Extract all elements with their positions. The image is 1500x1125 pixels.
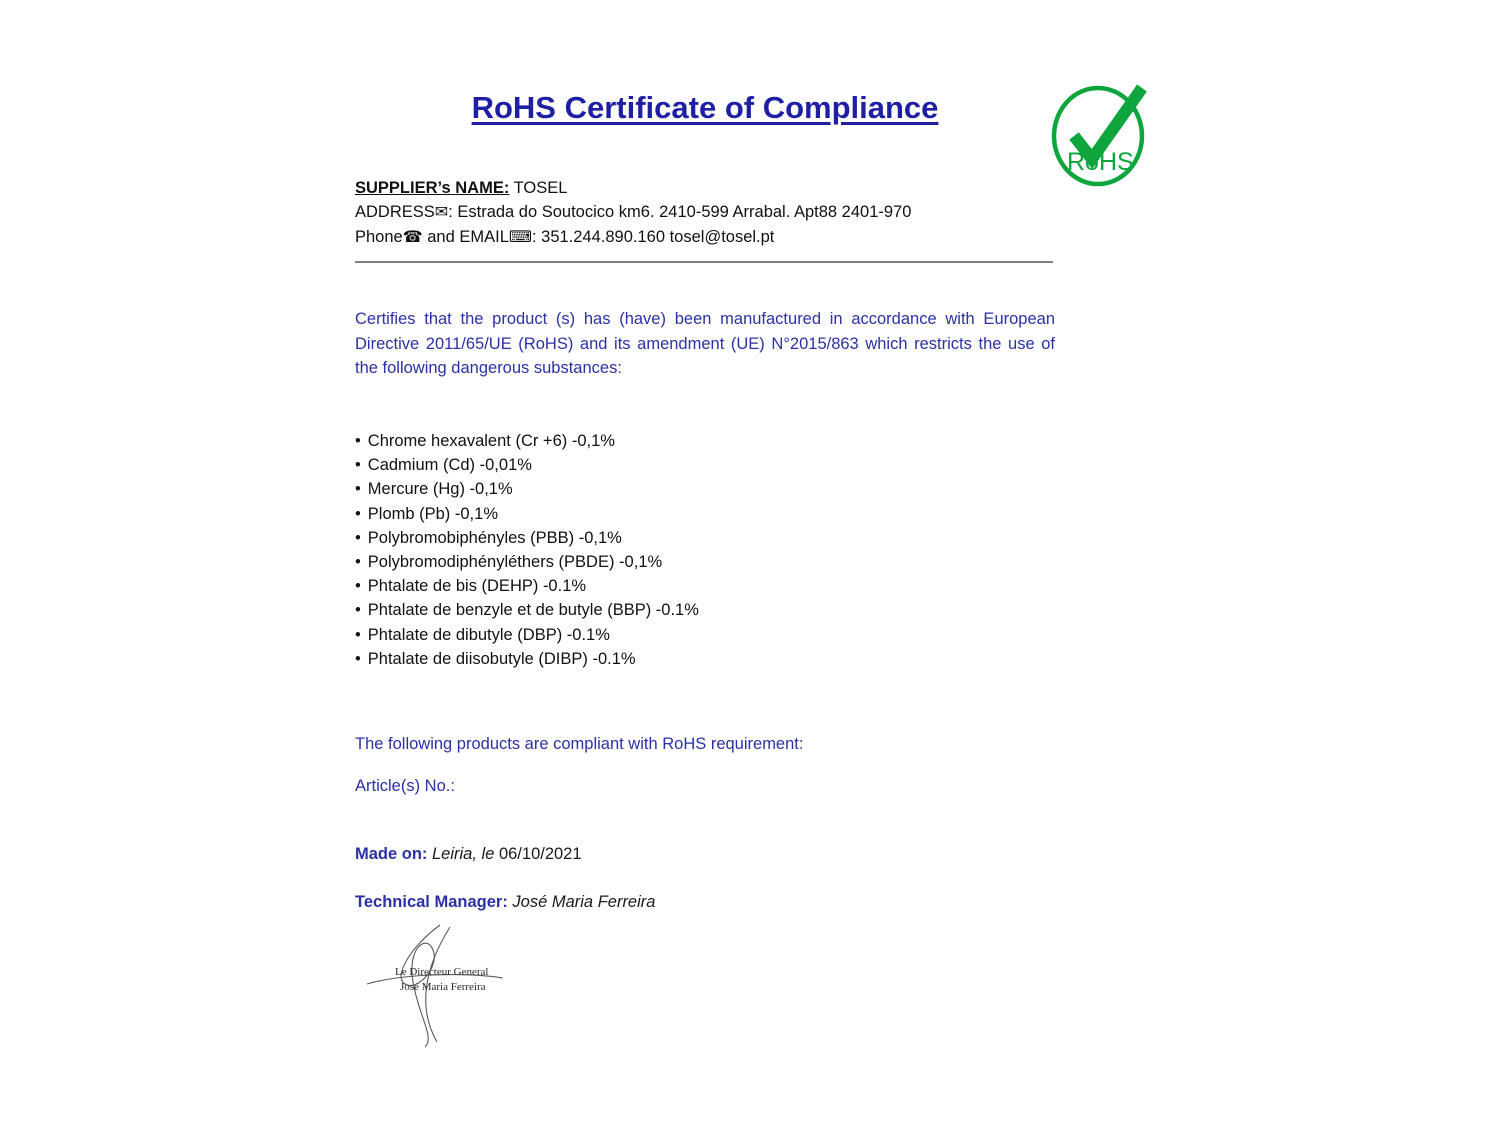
made-on-line bbox=[355, 845, 582, 864]
phone-label: Phone bbox=[355, 228, 403, 246]
substance-item: • Phtalate de diisobutyle (DIBP) -0.1% bbox=[355, 647, 699, 671]
substance-item: • Cadmium (Cd) -0,01% bbox=[355, 453, 699, 477]
substance-item: • Phtalate de benzyle et de butyle (BBP) -0.1% bbox=[355, 598, 699, 622]
email-label: and EMAIL bbox=[422, 228, 509, 246]
phone-icon: ☎ bbox=[402, 229, 423, 246]
manager-name: José Maria Ferreira bbox=[507, 893, 656, 911]
made-on-label: Made on: bbox=[355, 845, 428, 863]
supplier-name-value: TOSEL bbox=[509, 179, 568, 197]
signature-text-line1: Le Directeur General bbox=[395, 966, 489, 978]
computer-icon: ⌨ bbox=[508, 229, 532, 246]
substance-item: • Polybromobiphényles (PBB) -0,1% bbox=[355, 526, 699, 550]
supplier-contact-line bbox=[355, 225, 911, 250]
made-on-date: 06/10/2021 bbox=[494, 845, 582, 863]
substance-item: • Chrome hexavalent (Cr +6) -0,1% bbox=[355, 429, 699, 453]
supplier-name-label: SUPPLIER’s NAME: bbox=[355, 179, 510, 197]
supplier-name-line bbox=[355, 176, 911, 200]
certifies-paragraph: Certifies that the product (s) has (have) been manufactured in accordance with European Directive 2011/65/UE (RoHS) and its amendment (UE) N°2015/863 which restricts the use of the following dangerous substances: bbox=[355, 310, 1055, 377]
supplier-block bbox=[355, 176, 911, 250]
rohs-logo bbox=[1050, 80, 1152, 188]
divider-line bbox=[355, 261, 1053, 263]
substance-item: • Polybromodiphényléthers (PBDE) -0,1% bbox=[355, 550, 699, 574]
envelope-icon: ✉ bbox=[434, 204, 449, 221]
substances-list bbox=[355, 429, 699, 671]
signature bbox=[355, 922, 565, 1057]
signature-text-line2: José Maria Ferreira bbox=[400, 981, 486, 993]
substance-item: • Phtalate de dibutyle (DBP) -0.1% bbox=[355, 623, 699, 647]
made-on-place: Leiria, le bbox=[427, 845, 495, 863]
certificate-title: RoHS Certificate of Compliance bbox=[471, 90, 939, 125]
substance-item: • Phtalate de bis (DEHP) -0.1% bbox=[355, 574, 699, 598]
supplier-address-line bbox=[355, 200, 911, 225]
substance-item: • Plomb (Pb) -0,1% bbox=[355, 502, 699, 526]
address-value: : Estrada do Soutocico km6. 2410-599 Arrabal. Apt88 2401-970 bbox=[448, 203, 912, 221]
manager-label: Technical Manager: bbox=[355, 893, 508, 911]
contact-value: : 351.244.890.160 tosel@tosel.pt bbox=[531, 228, 775, 246]
substance-item: • Mercure (Hg) -0,1% bbox=[355, 477, 699, 501]
address-label: ADDRESS bbox=[355, 203, 435, 221]
rohs-logo-text: RoHS bbox=[1067, 148, 1134, 176]
manager-line bbox=[355, 893, 655, 912]
articles-label: Article(s) No.: bbox=[355, 777, 455, 795]
compliance-statement: The following products are compliant with RoHS requirement: bbox=[355, 735, 804, 753]
